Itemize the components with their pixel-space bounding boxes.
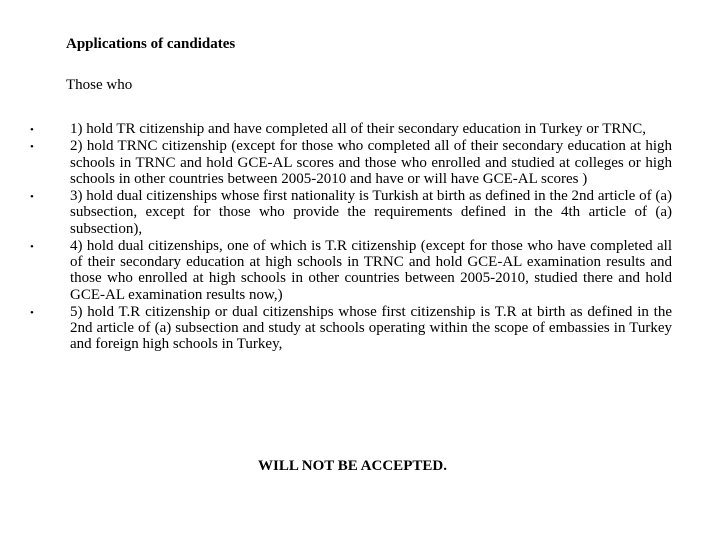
list-item — [0, 138, 672, 187]
intro-text: Those who — [66, 77, 133, 93]
list-item-text: 1) hold TR citizenship and have completed all of their secondary education in Turkey or TRNC, — [70, 121, 646, 137]
list-item-text: 3) hold dual citizenships whose first nationality is Turkish at birth as defined in the 2nd article of (a) subsection, except for those who provide the requirements defined in the 4th article of (a) subsection), — [70, 188, 672, 237]
slide-title: Applications of candidates — [66, 36, 236, 52]
list-item — [0, 121, 672, 137]
bullet-icon: • — [30, 240, 34, 253]
conditions-list — [0, 121, 720, 354]
list-item-text: 4) hold dual citizenships, one of which is T.R citizenship (except for those who have completed all of their secondary education at high schools in TRNC and hold GCE-AL examination results and those who enrolled at high schools in other countries between 2005-2010, studied there and hold GCE-AL examination results now,) — [70, 237, 672, 303]
bullet-icon: • — [30, 191, 34, 204]
list-item-text: 2) hold TRNC citizenship (except for those who completed all of their secondary education at high schools in TRNC and hold GCE-AL scores and those who enrolled and studied at colleges or high schools in other countries between 2005-2010 and have or will have GCE-AL scores ) — [70, 138, 672, 187]
list-item — [0, 188, 672, 237]
closing-statement: WILL NOT BE ACCEPTED. — [258, 458, 447, 474]
bullet-icon: • — [30, 141, 34, 154]
list-item — [0, 304, 672, 353]
bullet-icon: • — [30, 306, 34, 319]
bullet-icon: • — [30, 124, 34, 136]
list-item-text: 5) hold T.R citizenship or dual citizenships whose first citizenship is T.R at birth as defined in the 2nd article of (a) subsection and study at schools operating within the scope of embassies in Turkey and foreign high schools in Turkey, — [70, 303, 672, 353]
list-item — [0, 238, 672, 303]
